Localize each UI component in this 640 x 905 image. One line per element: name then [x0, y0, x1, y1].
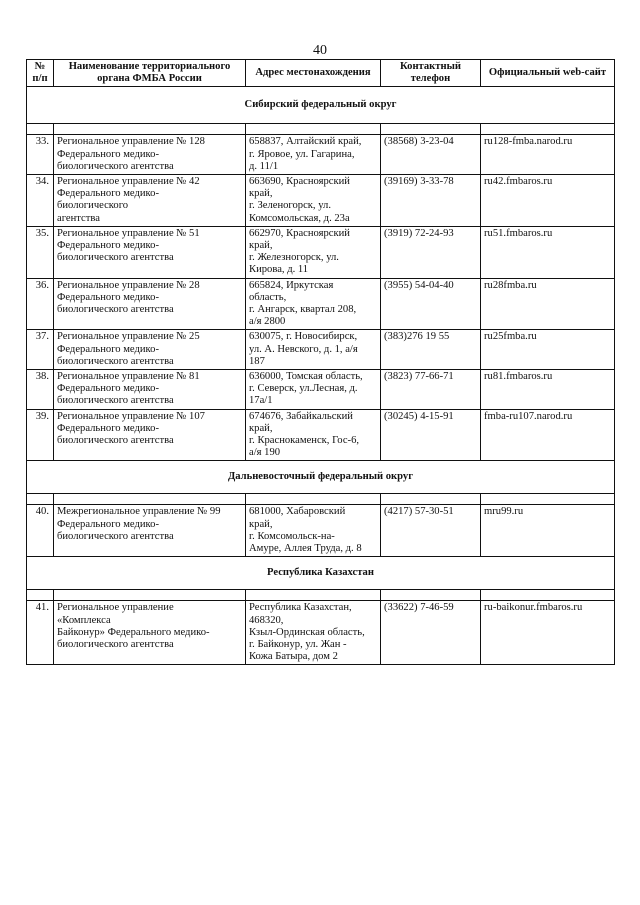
organ-name: Региональное управление № 51 Федерального медико- биологического агентства: [54, 226, 246, 278]
website[interactable]: ru25fmba.ru: [481, 330, 615, 370]
organ-name: Региональное управление № 107 Федерального медико- биологического агентства: [54, 409, 246, 461]
table-row: [27, 601, 615, 665]
spacer-cell: [54, 124, 246, 135]
address: 658837, Алтайский край, г. Яровое, ул. Гагарина, д. 11/1: [246, 135, 381, 175]
phone: (39169) 3-33-78: [381, 175, 481, 227]
row-number: 35.: [27, 226, 54, 278]
phone: (3919) 72-24-93: [381, 226, 481, 278]
row-number: 41.: [27, 601, 54, 665]
table-row: [27, 370, 615, 410]
territorial-bodies-table: [26, 59, 615, 665]
phone: (30245) 4-15-91: [381, 409, 481, 461]
header-num: № п/п: [27, 60, 54, 87]
organ-name: Региональное управление № 25 Федерального медико- биологического агентства: [54, 330, 246, 370]
spacer-cell: [481, 124, 615, 135]
address: 636000, Томская область, г. Северск, ул.Лесная, д. 17а/1: [246, 370, 381, 410]
address: Республика Казахстан, 468320, Кзыл-Ординская область, г. Байконур, ул. Жан - Кожа Батыра, дом 2: [246, 601, 381, 665]
spacer-cell: [27, 124, 54, 135]
phone: (3823) 77-66-71: [381, 370, 481, 410]
section-spacer: [27, 590, 615, 601]
spacer-cell: [27, 590, 54, 601]
address: 665824, Иркутская область, г. Ангарск, квартал 208, а/я 2800: [246, 278, 381, 330]
organ-name: Межрегиональное управление № 99 Федерального медико- биологического агентства: [54, 505, 246, 557]
organ-name: Региональное управление «Комплекса Байконур» Федерального медико- биологического агентства: [54, 601, 246, 665]
address: 662970, Красноярский край, г. Железногорск, ул. Кирова, д. 11: [246, 226, 381, 278]
header-website: Официальный web-сайт: [481, 60, 615, 87]
row-number: 38.: [27, 370, 54, 410]
website[interactable]: fmba-ru107.narod.ru: [481, 409, 615, 461]
website[interactable]: ru81.fmbaros.ru: [481, 370, 615, 410]
row-number: 33.: [27, 135, 54, 175]
website[interactable]: mru99.ru: [481, 505, 615, 557]
header-phone: Контактный телефон: [381, 60, 481, 87]
spacer-cell: [381, 590, 481, 601]
page-number: 40: [313, 43, 327, 58]
address: 630075, г. Новосибирск, ул. А. Невского, д. 1, а/я 187: [246, 330, 381, 370]
header-address: Адрес местонахождения: [246, 60, 381, 87]
phone: (383)276 19 55: [381, 330, 481, 370]
organ-name: Региональное управление № 128 Федерального медико- биологического агентства: [54, 135, 246, 175]
section-row: [27, 461, 615, 494]
address: 681000, Хабаровский край, г. Комсомольск-на- Амуре, Аллея Труда, д. 8: [246, 505, 381, 557]
table-row: [27, 226, 615, 278]
table-row: [27, 175, 615, 227]
table-header-row: [27, 60, 615, 87]
row-number: 34.: [27, 175, 54, 227]
website[interactable]: ru-baikonur.fmbaros.ru: [481, 601, 615, 665]
header-name: Наименование территориального органа ФМБА России: [54, 60, 246, 87]
table-row: [27, 278, 615, 330]
row-number: 40.: [27, 505, 54, 557]
spacer-cell: [27, 494, 54, 505]
organ-name: Региональное управление № 81 Федерального медико- биологического агентства: [54, 370, 246, 410]
section-spacer: [27, 494, 615, 505]
spacer-cell: [246, 124, 381, 135]
spacer-cell: [481, 590, 615, 601]
spacer-cell: [54, 590, 246, 601]
row-number: 39.: [27, 409, 54, 461]
section-spacer: [27, 124, 615, 135]
address: 663690, Красноярский край, г. Зеленогорск, ул. Комсомольская, д. 23а: [246, 175, 381, 227]
spacer-cell: [54, 494, 246, 505]
website[interactable]: ru51.fmbaros.ru: [481, 226, 615, 278]
section-title: Сибирский федеральный округ: [27, 87, 615, 124]
website[interactable]: ru128-fmba.narod.ru: [481, 135, 615, 175]
phone: (38568) 3-23-04: [381, 135, 481, 175]
spacer-cell: [246, 590, 381, 601]
phone: (4217) 57-30-51: [381, 505, 481, 557]
section-title: Дальневосточный федеральный округ: [27, 461, 615, 494]
table-row: [27, 330, 615, 370]
address: 674676, Забайкальский край, г. Краснокаменск, Гос-6, а/я 190: [246, 409, 381, 461]
spacer-cell: [481, 494, 615, 505]
table-row: [27, 409, 615, 461]
website[interactable]: ru28fmba.ru: [481, 278, 615, 330]
spacer-cell: [381, 124, 481, 135]
spacer-cell: [381, 494, 481, 505]
table-row: [27, 505, 615, 557]
row-number: 37.: [27, 330, 54, 370]
spacer-cell: [246, 494, 381, 505]
organ-name: Региональное управление № 28 Федерального медико- биологического агентства: [54, 278, 246, 330]
phone: (33622) 7-46-59: [381, 601, 481, 665]
section-row: [27, 557, 615, 590]
website[interactable]: ru42.fmbaros.ru: [481, 175, 615, 227]
section-row: [27, 87, 615, 124]
section-title: Республика Казахстан: [27, 557, 615, 590]
table-body: [27, 87, 615, 665]
phone: (3955) 54-04-40: [381, 278, 481, 330]
organ-name: Региональное управление № 42 Федерального медико- биологического агентства: [54, 175, 246, 227]
table-row: [27, 135, 615, 175]
row-number: 36.: [27, 278, 54, 330]
